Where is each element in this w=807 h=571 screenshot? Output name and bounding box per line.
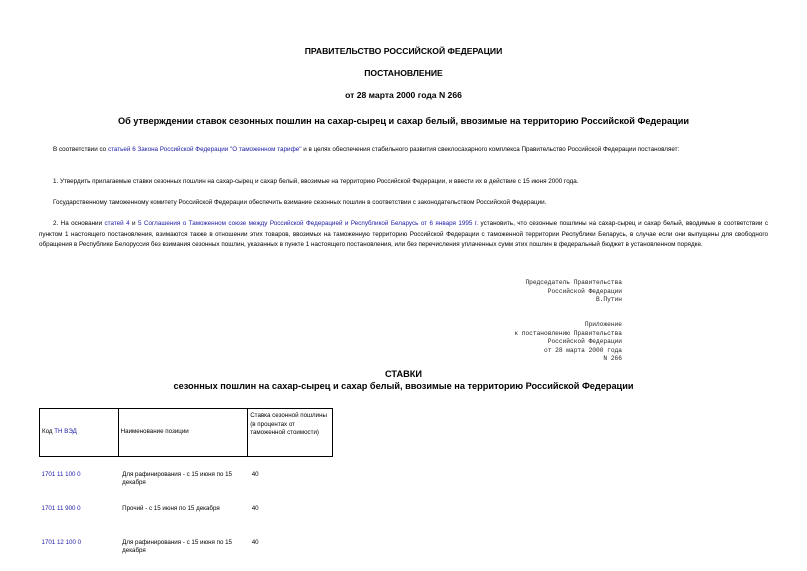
item-2-text-and: и xyxy=(129,220,138,227)
row-code-link[interactable]: 1701 11 100 0 xyxy=(41,470,81,478)
preamble-text-end: и в целях обеспечения стабильного развития свеклосахарного комплекса Правительство Российской Федерации постановляет: xyxy=(301,146,680,153)
row-code-link[interactable]: 1701 11 900 0 xyxy=(41,504,81,512)
preamble-text-start: В соответствии со xyxy=(53,146,108,153)
appendix-note xyxy=(514,321,622,364)
signature-position: Председатель Правительства xyxy=(525,279,622,286)
row-rate: 40 xyxy=(251,470,259,478)
header-code xyxy=(40,409,119,457)
appendix-label: Приложение xyxy=(584,321,622,328)
document-date-number: от 28 марта 2000 года N 266 xyxy=(345,90,462,100)
signature-country: Российской Федерации xyxy=(547,287,622,295)
signature-block xyxy=(525,279,622,305)
law-article-6-link[interactable]: статьей 6 Закона Российской Федерации "О таможенном тарифе" xyxy=(107,146,302,153)
document-title: Об утверждении ставок сезонных пошлин на сахар-сырец и сахар белый, ввозимые на территорию Российской Федерации xyxy=(117,116,690,126)
table-spacer xyxy=(40,491,333,505)
customs-union-agreement-link[interactable]: 5 Соглашения о Таможенном союзе между Российской Федерацией и Республикой Беларусь от 6 января 1995 г. xyxy=(138,220,479,227)
row-name: Для рафинирования - с 15 июня по 15 декабря xyxy=(122,470,232,486)
appendix-date: от 28 марта 2000 года xyxy=(544,346,622,354)
table-spacer xyxy=(40,457,333,471)
government-name: ПРАВИТЕЛЬСТВО РОССИЙСКОЙ ФЕДЕРАЦИИ xyxy=(304,46,503,56)
paragraph-item-1: 1. Утвердить прилагаемые ставки сезонных пошлин на сахар-сырец и сахар белый, ввозимые на территорию Российской Федерации, и ввести их в действие с 15 июня 2000 года. xyxy=(53,178,579,185)
tn-ved-link[interactable]: ТН ВЭД xyxy=(54,428,77,436)
header-code-prefix: Код xyxy=(42,428,55,436)
table-row xyxy=(40,539,333,559)
appendix-line-3: Российской Федерации xyxy=(547,338,622,346)
row-name: Прочий - с 15 июня по 15 декабря xyxy=(122,504,220,512)
paragraph-item-2 xyxy=(39,219,768,251)
item-2-text-start: 2. На основании xyxy=(53,220,105,227)
rates-table xyxy=(39,408,333,559)
row-rate: 40 xyxy=(251,538,259,546)
rates-subtitle: сезонных пошлин на сахар-сырец и сахар белый, ввозимые на территорию Российской Федерации xyxy=(173,381,634,391)
row-name: Для рафинирования - с 15 июня по 15 декабря xyxy=(122,538,232,554)
articles-4-link[interactable]: статей 4 xyxy=(104,220,130,227)
paragraph-customs-committee: Государственному таможенному комитету Российской Федерации обеспечить взимание сезонных пошлин в соответствии с законодательством Российской Федерации. xyxy=(53,199,547,206)
item-2-text-end: установить, что сезонные пошлины на сахар-сырец и сахар белый, вводимые в соответствии с пунктом 1 настоящего постановления, взимаются также в отношении этих товаров, ввозимых на таможенную территорию Российской Федерации с таможенной территории Республики Беларусь, в случае если они выпущены для свободного обращения в Республике Белоруссия без взимания сезонных пошлин, указанных в пункте 1 настоящего постановления, или без перечисления уплаченных сумм этих пошлин в федеральный бюджет в установленном порядке. xyxy=(39,220,768,249)
table-row xyxy=(40,505,333,525)
header-rate: Ставка сезонной пошлины (в процентах от таможенной стоимости) xyxy=(248,409,333,457)
appendix-line-2: к постановлению Правительства xyxy=(514,329,622,337)
row-code-link[interactable]: 1701 12 100 0 xyxy=(41,538,82,546)
paragraph-preamble xyxy=(39,145,768,156)
signature-name: В.Путин xyxy=(596,296,622,304)
row-rate: 40 xyxy=(251,504,259,512)
appendix-number: N 266 xyxy=(603,355,622,363)
table-spacer xyxy=(40,525,333,539)
header-name: Наименование позиции xyxy=(118,409,248,457)
rates-title: СТАВКИ xyxy=(385,369,422,379)
table-row xyxy=(40,471,333,491)
document-type: ПОСТАНОВЛЕНИЕ xyxy=(364,68,443,78)
table-header-row xyxy=(40,409,333,457)
